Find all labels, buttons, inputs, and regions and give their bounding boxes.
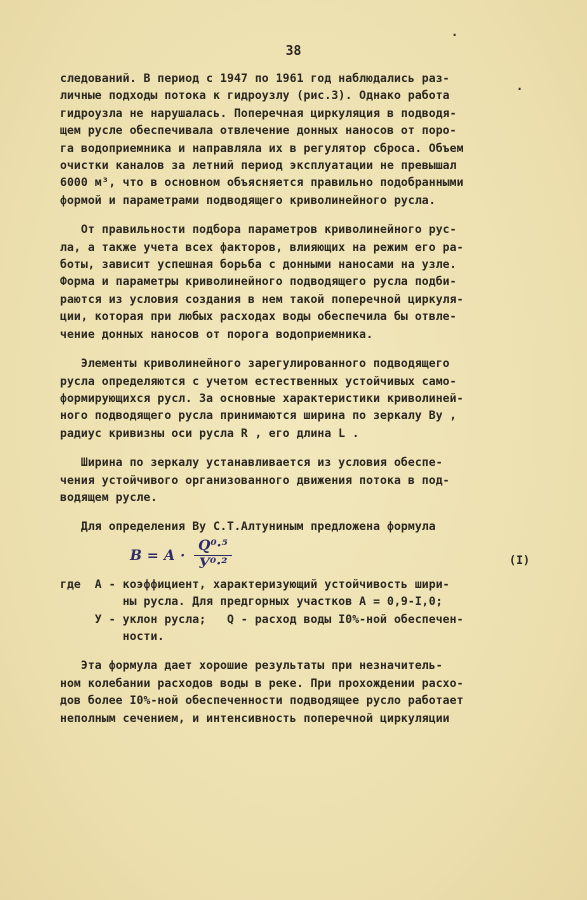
text-line: ла, а также учета всех факторов, влияющих на режим его ра- xyxy=(60,239,464,254)
text-line xyxy=(60,343,530,355)
text-line: ном колебании расходов воды в реке. При прохождении расхо- xyxy=(60,675,464,690)
text-line: Элементы криволинейного зарегулированного подводящего xyxy=(60,356,450,371)
ink-mark: · xyxy=(516,82,524,96)
text-line: ности. xyxy=(60,628,165,643)
text-line: га водоприемника и направляла их в регулятор сброса. Объем xyxy=(60,140,464,155)
text-line: чения устойчивого организованного движения потока в под- xyxy=(60,472,450,487)
text-line: щем русле обеспечивала отвлечение донных наносов от поро- xyxy=(60,123,457,138)
formula-denominator: У⁰·² xyxy=(198,556,228,573)
text-line: неполным сечением, и интенсивность поперечной циркуляции xyxy=(60,710,450,725)
text-line: ны русла. Для предгорных участков А = 0,9-I,0; xyxy=(60,594,443,609)
paragraphs-top xyxy=(60,70,530,536)
text-line: водящем русле. xyxy=(60,489,158,504)
text-line: Эта формула дает хорошие результаты при незначитель- xyxy=(60,658,443,673)
text-line: У - уклон русла; Q - расход воды I0%-ной обеспечен- xyxy=(60,611,464,626)
text-line: дов более I0%-ной обеспеченности подводящее русло работает xyxy=(60,693,464,708)
text-line: гидроузла не нарушалась. Поперечная циркуляция в подводя- xyxy=(60,105,457,120)
text-line: чение донных наносов от порога водоприемника. xyxy=(60,326,374,341)
text-line: личные подходы потока к гидроузлу (рис.3). Однако работа xyxy=(60,88,450,103)
altunin-formula xyxy=(130,538,232,574)
formula-lhs: В = А · xyxy=(130,547,186,564)
text-line xyxy=(60,506,530,518)
equation-number: (I) xyxy=(509,552,530,567)
text-line: формой и параметрами подводящего криволинейного русла. xyxy=(60,192,436,207)
text-line: где А - коэффициент, характеризующий устойчивость шири- xyxy=(60,576,450,591)
text-line: Для определения Ву С.Т.Алтуниным предложена формула xyxy=(60,519,436,534)
text-line: 6000 м³, что в основном объясняется правильно подобранными xyxy=(60,175,464,190)
text-line xyxy=(60,645,530,657)
text-line: ции, которая при любых расходах воды обеспечила бы отвле- xyxy=(60,309,457,324)
formula-row xyxy=(60,536,530,576)
text-line: боты, зависит успешная борьба с донными наносами на узле. xyxy=(60,257,457,272)
body-text xyxy=(60,70,530,727)
text-line: ного подводящего русла принимаются ширина по зеркалу Ву , xyxy=(60,408,457,423)
text-line xyxy=(60,442,530,454)
text-line xyxy=(60,209,530,221)
text-line: русла определяются с учетом естественных устойчивых само- xyxy=(60,373,457,388)
text-line: следований. В период с 1947 по 1961 год наблюдались раз- xyxy=(60,71,450,85)
text-line: формирующихся русл. За основные характеристики криволиней- xyxy=(60,390,464,405)
text-line: От правильности подбора параметров криволинейного рус- xyxy=(60,222,457,237)
text-line: Форма и параметры криволинейного подводящего русла подби- xyxy=(60,274,457,289)
paragraphs-bottom xyxy=(60,576,530,727)
text-line: очистки каналов за летний период эксплуатации не превышал xyxy=(60,158,457,173)
formula-numerator: Q⁰·⁵ xyxy=(194,538,232,556)
page-number: 38 xyxy=(285,44,302,59)
formula-fraction xyxy=(194,538,232,574)
text-line: радиус кривизны оси русла R , его длина L . xyxy=(60,425,360,440)
ink-mark: · xyxy=(451,28,459,42)
text-line: Ширина по зеркалу устанавливается из условия обеспе- xyxy=(60,455,443,470)
text-line: раются из условия создания в нем такой поперечной циркуля- xyxy=(60,291,464,306)
